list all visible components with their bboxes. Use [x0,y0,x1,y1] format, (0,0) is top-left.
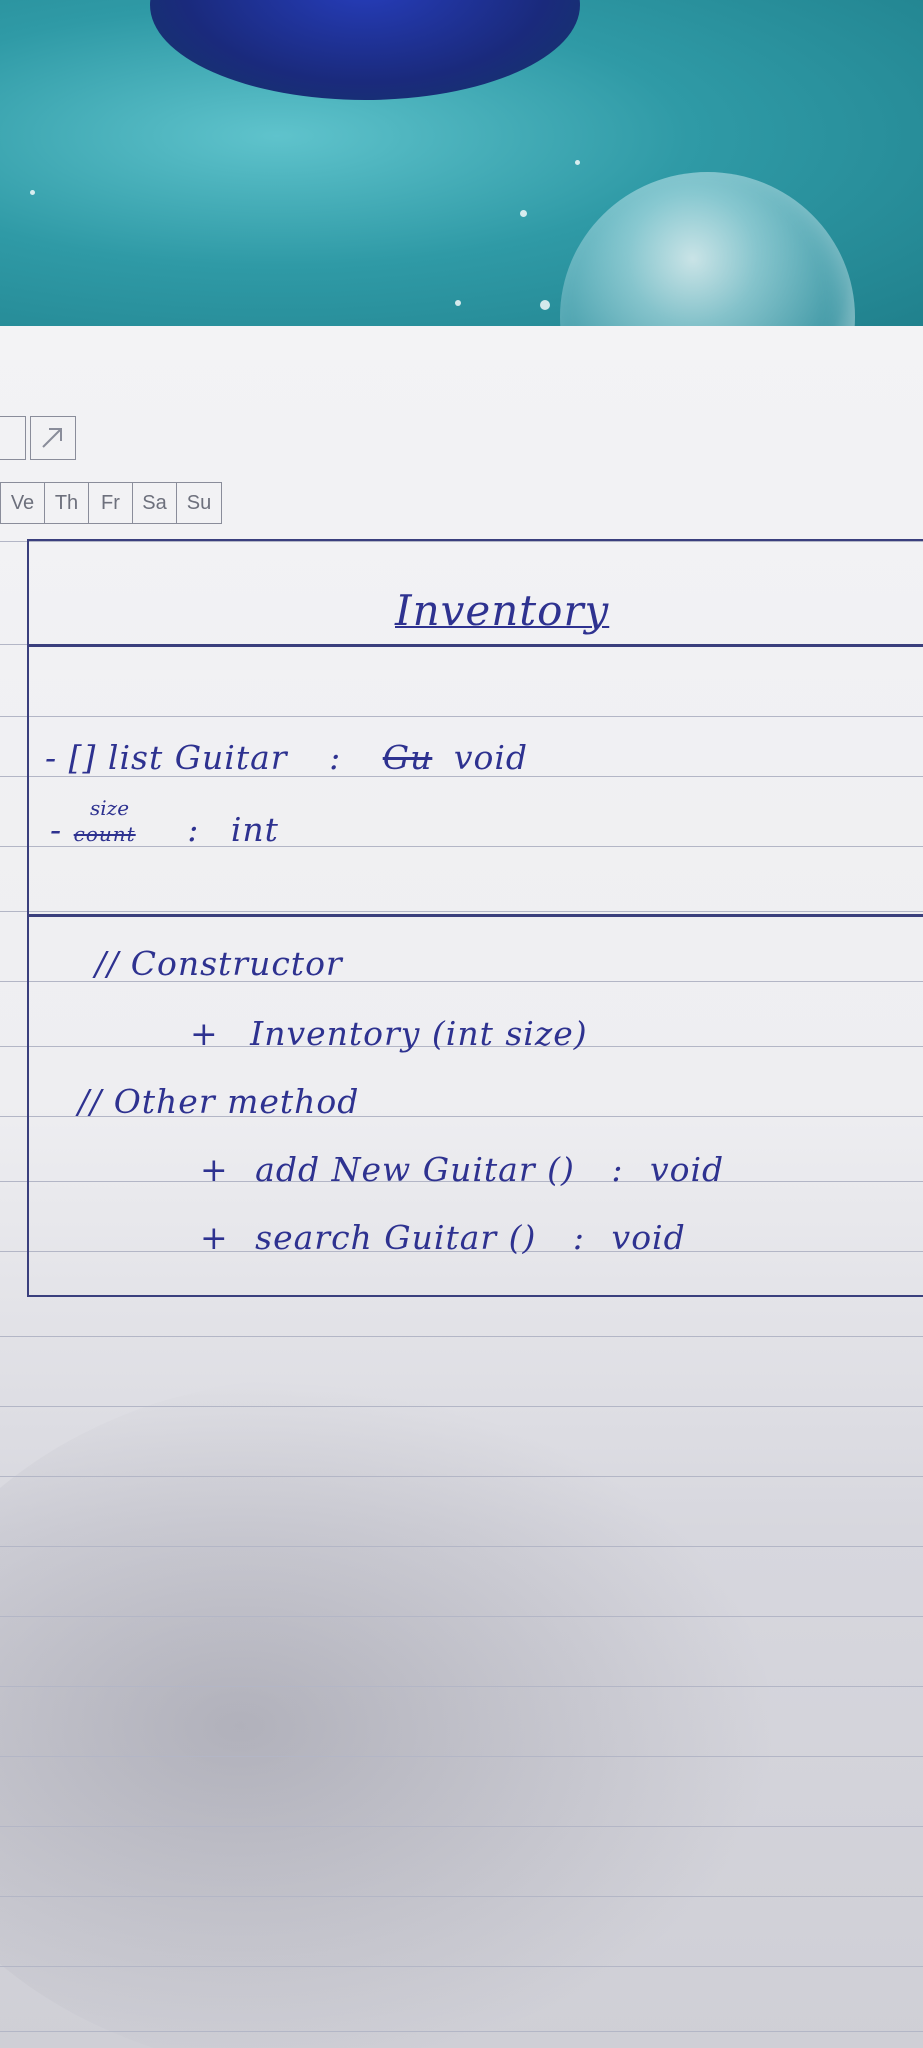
notebook-page [0,326,923,2048]
weekday-su: Su [186,491,212,514]
method-search-guitar: + search Guitar () : void [200,1218,686,1257]
sparkle [30,190,35,195]
dark-object [150,0,580,100]
attributes-divider [27,914,923,917]
class-name-divider [27,644,923,647]
bubble-decoration [560,172,855,340]
other-methods-comment: // Other method [78,1082,360,1121]
class-name: Inventory [395,586,610,635]
desk-background [0,0,923,340]
weekday-row [0,482,222,524]
weekday-sa: Sa [133,483,177,523]
calendar-box [0,416,26,460]
method-add-new-guitar: + add New Guitar () : void [200,1150,725,1189]
sparkle [575,160,580,165]
arrow-icon [30,416,76,460]
weekday-ve: Ve [1,483,45,523]
constructor-signature: + Inventory (int size) [190,1014,588,1053]
attribute-list-guitar: - [] list Guitar : Gu void [45,738,529,777]
weekday-fr: Fr [89,483,133,523]
attribute-size: - count : int [50,810,279,849]
weekday-th: Th [45,483,89,523]
attribute-annotation: size [90,796,130,820]
sparkle [520,210,527,217]
sparkle [540,300,550,310]
constructor-comment: // Constructor [95,944,343,983]
sparkle [455,300,461,306]
